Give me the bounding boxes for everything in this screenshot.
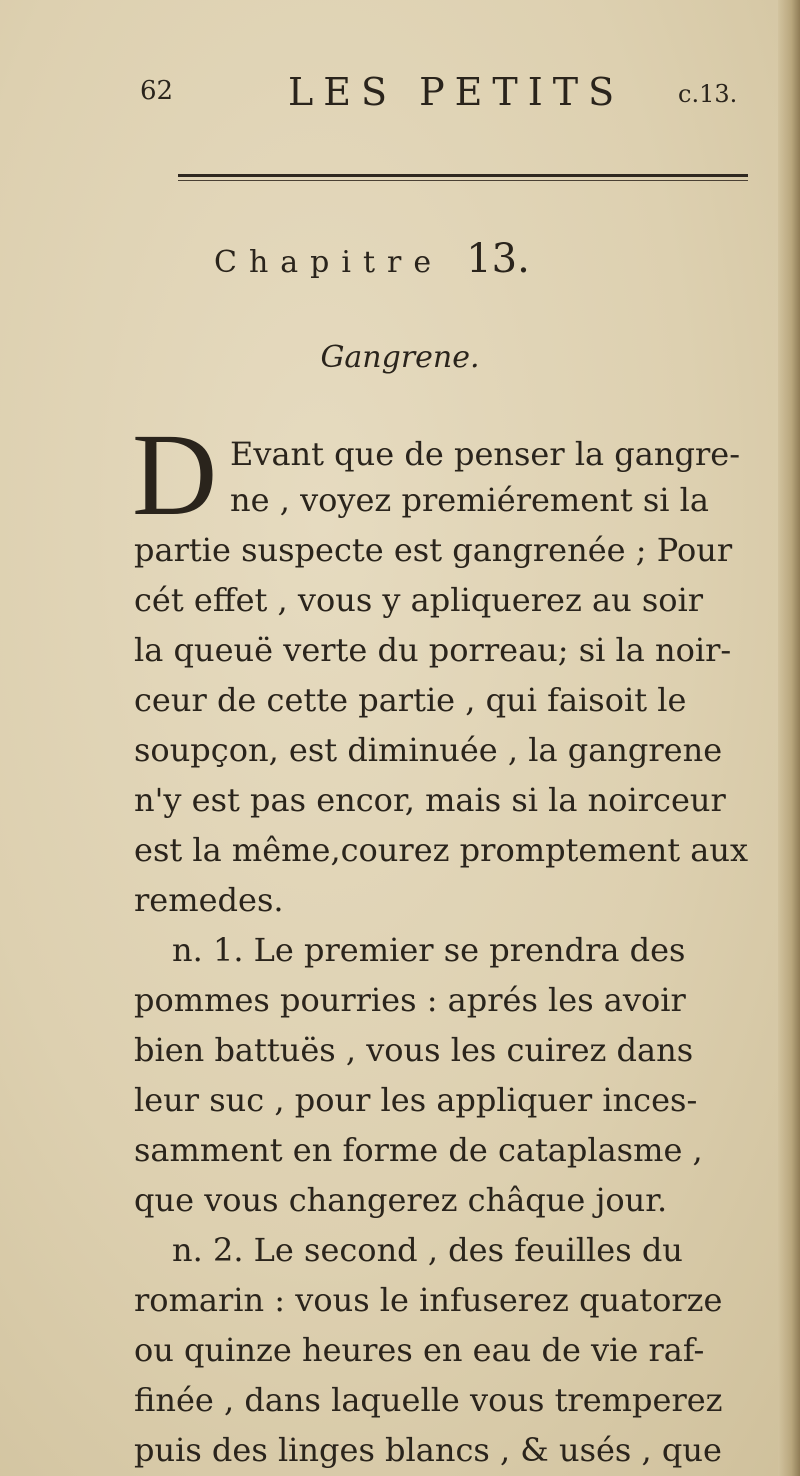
page-number: 62 bbox=[140, 76, 174, 106]
text-line: bien battuës , vous les cuirez dans bbox=[134, 1031, 694, 1069]
text-line: partie suspecte est gangrenée ; Pour bbox=[134, 531, 733, 569]
text-line: pommes pourries : aprés les avoir bbox=[134, 981, 686, 1019]
chapter-reference: c.13. bbox=[678, 80, 738, 108]
text-line: n'y est pas encor, mais si la noirceur bbox=[134, 781, 726, 819]
text-line: que vous changerez châque jour. bbox=[134, 1181, 668, 1219]
text-line: leur suc , pour les appliquer inces- bbox=[134, 1081, 698, 1119]
text-line: cét effet , vous y apliquerez au soir bbox=[134, 581, 704, 619]
text-line: n. 2. Le second , des feuilles du bbox=[172, 1231, 683, 1269]
running-title: LES PETITS bbox=[288, 70, 625, 114]
text-line: remedes. bbox=[134, 881, 284, 919]
chapter-number: 13. bbox=[466, 236, 530, 282]
text-line: ne , voyez premiérement si la bbox=[230, 481, 709, 519]
text-line: la queuë verte du porreau; si la noir- bbox=[134, 631, 732, 669]
text-line: n. 1. Le premier se prendra des bbox=[172, 931, 686, 969]
text-line: finée , dans laquelle vous tremperez bbox=[134, 1381, 723, 1419]
text-line: est la même,courez promptement aux bbox=[134, 831, 748, 869]
text-line: romarin : vous le infuserez quatorze bbox=[134, 1281, 723, 1319]
text-line: Evant que de penser la gangre- bbox=[230, 435, 740, 473]
text-line: ceur de cette partie , qui faisoit le bbox=[134, 681, 687, 719]
text-line: puis des linges blancs , & usés , que bbox=[134, 1431, 722, 1469]
section-title: Gangrene. bbox=[320, 340, 480, 375]
text-line: samment en forme de cataplasme , bbox=[134, 1131, 703, 1169]
chapter-label: Chapitre bbox=[214, 245, 444, 280]
text-line: soupçon, est diminuée , la gangrene bbox=[134, 731, 723, 769]
text-line: ou quinze heures en eau de vie raf- bbox=[134, 1331, 705, 1369]
drop-cap: D bbox=[132, 409, 218, 540]
